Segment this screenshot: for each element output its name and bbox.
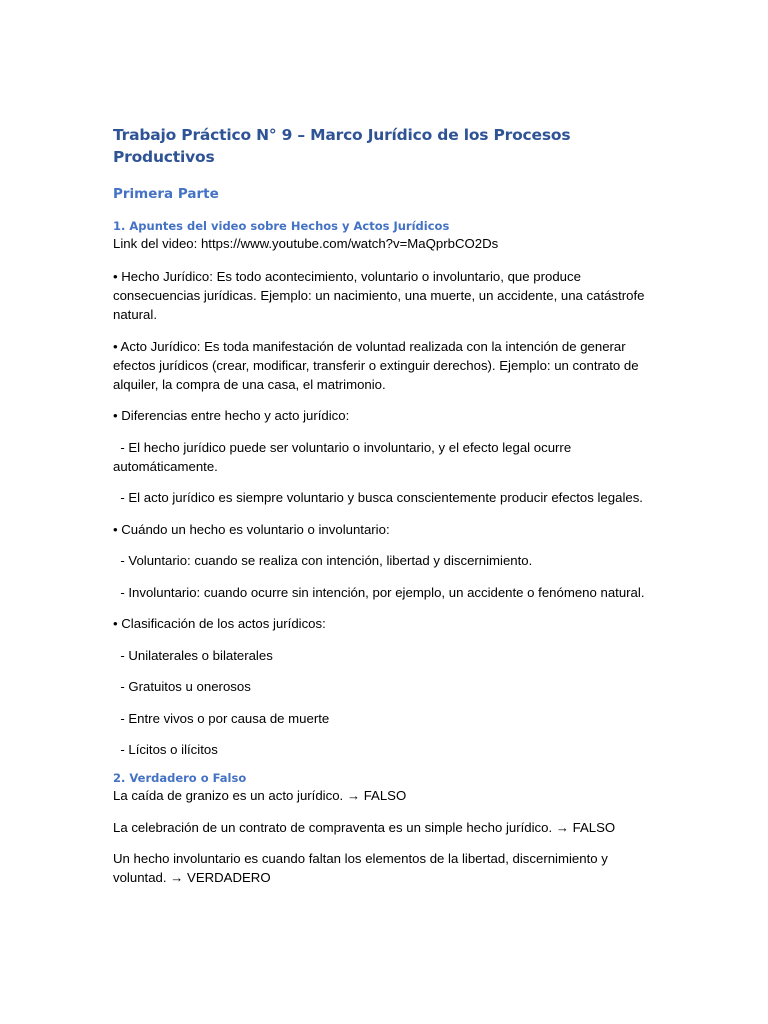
true-false-item: Un hecho involuntario es cuando faltan los elementos de la libertad, discernimiento y voluntad. → VERDADERO: [113, 851, 608, 885]
paragraph-diferencias: • Diferencias entre hecho y acto jurídico:: [113, 408, 350, 423]
paragraph-diferencia-hecho: - El hecho jurídico puede ser voluntario o involuntario, y el efecto legal ocurre automáticamente.: [113, 439, 575, 474]
list-item-unilaterales: - Unilaterales o bilaterales: [113, 647, 273, 663]
paragraph-voluntario-involuntario: • Cuándo un hecho es voluntario o involuntario:: [113, 521, 390, 537]
list-item-entre-vivos: - Entre vivos o por causa de muerte: [113, 710, 330, 726]
true-false-item: La caída de granizo es un acto jurídico. → FALSO: [113, 788, 407, 803]
paragraph-acto-juridico: • Acto Jurídico: Es toda manifestación de voluntad realizada con la intención de generar efectos jurídicos (crear, modificar, transferir o extinguir derechos). Ejemplo: un contrato de alquiler, la compra de una casa, el matrimonio.: [113, 338, 639, 392]
list-item-gratuitos: - Gratuitos u onerosos: [113, 679, 251, 694]
list-item-licitos: - Lícitos o ilícitos: [113, 742, 218, 757]
paragraph-voluntario: - Voluntario: cuando se realiza con intención, libertad y discernimiento.: [113, 553, 533, 568]
paragraph-involuntario: - Involuntario: cuando ocurre sin intención, por ejemplo, un accidente o fenómeno natural.: [113, 584, 645, 600]
true-false-item: La celebración de un contrato de compraventa es un simple hecho jurídico. → FALSO: [113, 819, 616, 835]
section-1-heading: 1. Apuntes del video sobre Hechos y Actos Jurídicos: [113, 219, 450, 233]
section-2-heading: 2. Verdadero o Falso: [113, 771, 247, 785]
paragraph-diferencia-acto: - El acto jurídico es siempre voluntario y busca conscientemente producir efectos legales.: [113, 490, 643, 505]
paragraph-hecho-juridico: • Hecho Jurídico: Es todo acontecimiento, voluntario o involuntario, que produce consecuencias jurídicas. Ejemplo: un nacimiento, una muerte, un accidente, una catástrofe natural.: [113, 269, 645, 322]
part-heading: Primera Parte: [113, 186, 219, 202]
document-title: Trabajo Práctico N° 9 – Marco Jurídico de los Procesos Productivos: [113, 126, 571, 166]
paragraph-clasificacion: • Clasificación de los actos jurídicos:: [113, 616, 326, 631]
video-link-text: Link del video: https://www.youtube.com/watch?v=MaQprbCO2Ds: [113, 236, 499, 251]
